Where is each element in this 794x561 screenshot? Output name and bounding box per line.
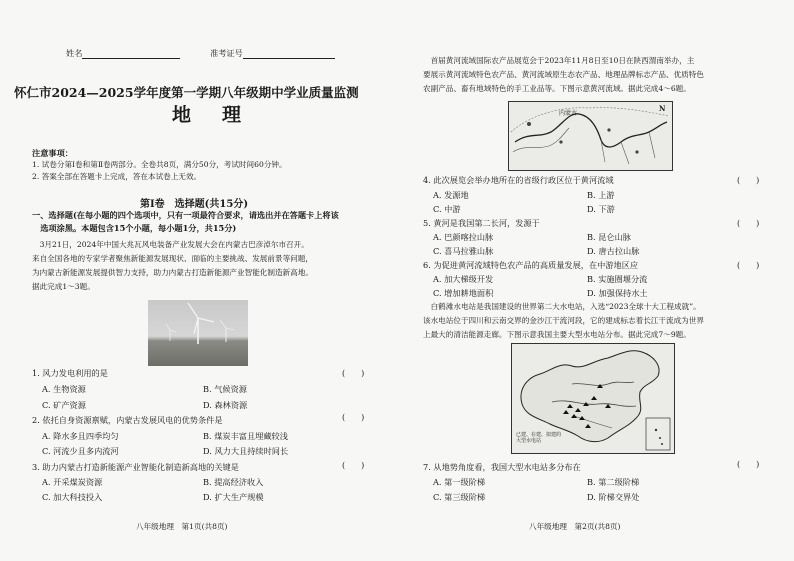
question-2-stem: 2. 依托自身资源禀赋，内蒙古发展风电的优势条件是 — [32, 415, 223, 425]
north-arrow-icon: N — [659, 104, 666, 113]
option-d[interactable]: D. 森林资源 — [203, 400, 248, 410]
answer-paren: ( ) — [342, 369, 365, 378]
answer-paren: ( ) — [737, 176, 760, 185]
answer-paren: ( ) — [737, 460, 760, 469]
page-footer: 八年级地理 第1页(共8页) — [136, 522, 228, 531]
option-a[interactable]: A. 巴颜喀拉山脉 — [433, 232, 494, 242]
option-d[interactable]: D. 风力大且持续时间长 — [203, 446, 289, 456]
answer-paren: ( ) — [342, 413, 365, 422]
instruction-line: 一、选择题(在每小题的四个选项中，只有一项最符合要求，请选出并在答题卡上将该 — [32, 210, 339, 220]
map-label-region: 内蒙古 — [559, 110, 578, 117]
option-a[interactable]: A. 发源地 — [433, 190, 469, 200]
river-basin-drawing — [509, 102, 672, 170]
name-underline — [82, 49, 180, 59]
note-item: 1. 试卷分第Ⅰ卷和第Ⅱ卷两部分。全卷共8页，满分50分，考试时间60分钟。 — [32, 160, 287, 169]
option-a[interactable]: A. 第一级阶梯 — [433, 477, 486, 487]
option-c[interactable]: C. 增加耕地面积 — [433, 288, 494, 298]
map-legend — [516, 432, 561, 444]
option-b[interactable]: B. 上游 — [587, 190, 615, 200]
legend-line: 大型水电站 — [516, 438, 542, 444]
option-b[interactable]: B. 昆仑山脉 — [587, 232, 631, 242]
ticket-underline — [243, 49, 335, 59]
name-field — [66, 48, 180, 59]
note-item: 2. 答案全部在答题卡上完成，答在本试卷上无效。 — [32, 172, 202, 181]
yellow-river-map — [508, 101, 673, 171]
option-b[interactable]: B. 提高经济收入 — [203, 477, 264, 487]
question-4-stem: 4. 此次展览会举办地所在的省级行政区位于黄河流域 — [423, 175, 614, 185]
option-d[interactable]: D. 扩大生产规模 — [203, 492, 264, 502]
ticket-field — [210, 48, 335, 59]
intro-line: 农副产品、畜有地域特色的手工业品等。下图示意黄河流域。据此完成4～6题。 — [423, 84, 691, 93]
option-c[interactable]: C. 加大科技投入 — [42, 492, 103, 502]
option-c[interactable]: C. 中游 — [433, 204, 461, 214]
option-c[interactable]: C. 矿产资源 — [42, 400, 86, 410]
answer-paren: ( ) — [342, 461, 365, 470]
answer-paren: ( ) — [737, 219, 760, 228]
passage-line: 据此完成1～3题。 — [32, 282, 95, 291]
option-c[interactable]: C. 第三级阶梯 — [433, 492, 486, 502]
instruction-line: 选项涂黑。本题包含15个小题，每小题1分，共15分) — [32, 223, 237, 233]
option-a[interactable]: A. 加大梯级开发 — [433, 274, 494, 284]
passage-line: 来自全国各地的专家学者聚焦新能源发展现状、面临的主要挑战、发展前景等问题， — [32, 254, 313, 263]
option-c[interactable]: C. 喜马拉雅山脉 — [433, 246, 494, 256]
option-b[interactable]: B. 第二级阶梯 — [587, 477, 640, 487]
question-5-stem: 5. 黄河是我国第二长河，发源于 — [423, 218, 540, 228]
ticket-label: 准考证号 — [210, 48, 243, 58]
option-d[interactable]: D. 加强保持水土 — [587, 288, 648, 298]
passage2-line: 上最大的清洁能源走廊。下图示意我国主要大型水电站分布。据此完成7～9题。 — [423, 330, 691, 339]
passage2-line: 该水电站位于四川和云南交界的金沙江干流河段，它的建成标志着长江干流成为世界 — [423, 316, 704, 325]
china-hydropower-map — [511, 343, 675, 454]
subject-title: 地 理 — [172, 104, 248, 126]
intro-line: 首届黄河流域国际农产品展览会于2023年11月8日至10日在陕西渭南举办，主 — [423, 56, 695, 65]
option-b[interactable]: B. 实施圈堰分流 — [587, 274, 648, 284]
question-6-stem: 6. 为促进黄河流域特色农产品的高质量发展，在中游地区应 — [423, 260, 639, 270]
option-c[interactable]: C. 河流少且多内流河 — [42, 446, 119, 456]
option-b[interactable]: B. 煤炭丰富且埋藏较浅 — [203, 431, 288, 441]
option-d[interactable]: D. 下游 — [587, 204, 615, 214]
question-7-stem: 7. 从地势角度看，我国大型水电站多分布在 — [423, 462, 581, 472]
option-a[interactable]: A. 生物资源 — [42, 384, 86, 394]
intro-line: 要展示黄河流域特色农产品、黄河流域原生态农产品、地理品牌标志产品、优质特色 — [423, 70, 704, 79]
option-d[interactable]: D. 唐古拉山脉 — [587, 246, 640, 256]
answer-paren: ( ) — [737, 261, 760, 270]
option-d[interactable]: D. 阶梯交界处 — [587, 492, 640, 502]
wind-turbine-icon — [148, 300, 248, 366]
option-a[interactable]: A. 降水多且四季均匀 — [42, 431, 119, 441]
notes-title: 注意事项： — [32, 148, 73, 158]
exam-page-2 — [397, 0, 794, 561]
question-3-stem: 3. 助力内蒙古打造新能源产业智能化制造新高地的关键是 — [32, 462, 239, 472]
name-label: 姓名 — [66, 48, 83, 58]
exam-title: 怀仁市2024—2025学年度第一学期八年级期中学业质量监测 — [14, 85, 359, 100]
option-a[interactable]: A. 开采煤炭资源 — [42, 477, 103, 487]
passage2-line: 白鹤滩水电站是我国建设的世界第二大水电站，入选“2023全球十大工程成就”。 — [423, 302, 701, 311]
page-footer: 八年级地理 第2页(共8页) — [529, 522, 621, 531]
passage-line: 为内蒙古新能源发展提供智力支持，助力内蒙古打造新能源产业智能化制造新高地。 — [32, 268, 313, 277]
question-1-stem: 1. 风力发电利用的是 — [32, 368, 108, 378]
section-title: 第Ⅰ卷 选择题(共15分) — [140, 199, 249, 210]
legend-line: 已建、在建、拟建的 — [516, 432, 562, 438]
wind-turbine-photo — [148, 300, 248, 366]
passage-line: 3月21日，2024年中国大兆瓦风电装备产业发展大会在内蒙古巴彦淖尔市召开。 — [32, 240, 309, 249]
option-b[interactable]: B. 气候资源 — [203, 384, 247, 394]
